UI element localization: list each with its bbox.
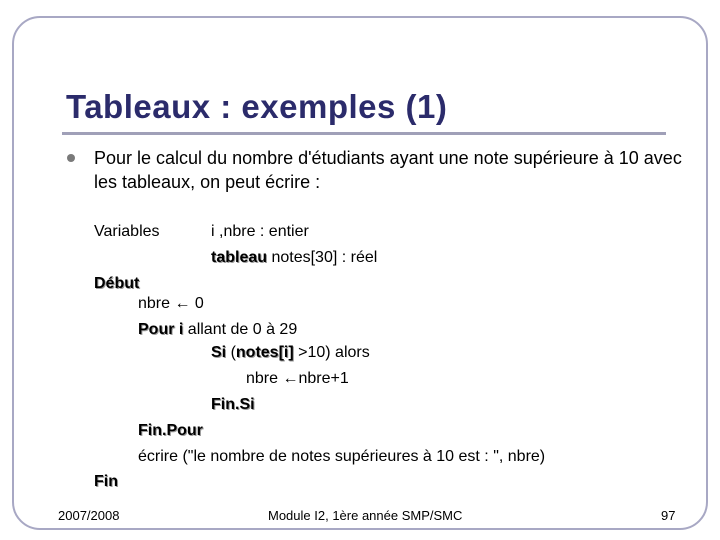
si-rest: >10) alors	[293, 344, 370, 361]
bullet-icon	[67, 154, 75, 162]
nbre-increment: nbre ←nbre+1	[246, 370, 349, 387]
var-declaration-1: i ,nbre : entier	[211, 223, 309, 240]
nbre-init: nbre ← 0	[138, 295, 204, 312]
var-declaration-2-rest: notes[30] : réel	[267, 249, 378, 266]
pour-line	[138, 320, 297, 340]
si-line	[211, 343, 370, 363]
footer-page-number: 97	[661, 508, 676, 523]
keyword-finpour: Fin.Pour	[138, 422, 203, 439]
keyword-fin: Fin	[94, 473, 118, 490]
variables-label: Variables	[94, 223, 160, 240]
keyword-si: Si	[211, 344, 227, 361]
footer-module: Module I2, 1ère année SMP/SMC	[268, 508, 463, 523]
slide-title: Tableaux : exemples (1)	[66, 88, 448, 125]
keyword-tableau: tableau	[211, 249, 268, 266]
keyword-debut: Début	[94, 275, 140, 292]
keyword-finsi: Fin.Si	[211, 396, 255, 413]
keyword-notes-i: notes[i]	[235, 344, 294, 361]
title-underline	[62, 132, 666, 135]
keyword-pour: Pour i	[138, 321, 184, 338]
pour-rest: allant de 0 à 29	[183, 321, 298, 338]
ecrire-line: écrire ("le nombre de notes supérieures à 10 est : ", nbre)	[138, 448, 546, 465]
intro-text: Pour le calcul du nombre d'étudiants ayant une note supérieure à 10 avec les tableaux, on peut écrire :	[94, 148, 682, 192]
var-declaration-2	[211, 248, 377, 268]
footer-date: 2007/2008	[58, 508, 120, 523]
si-open: (	[226, 344, 236, 361]
